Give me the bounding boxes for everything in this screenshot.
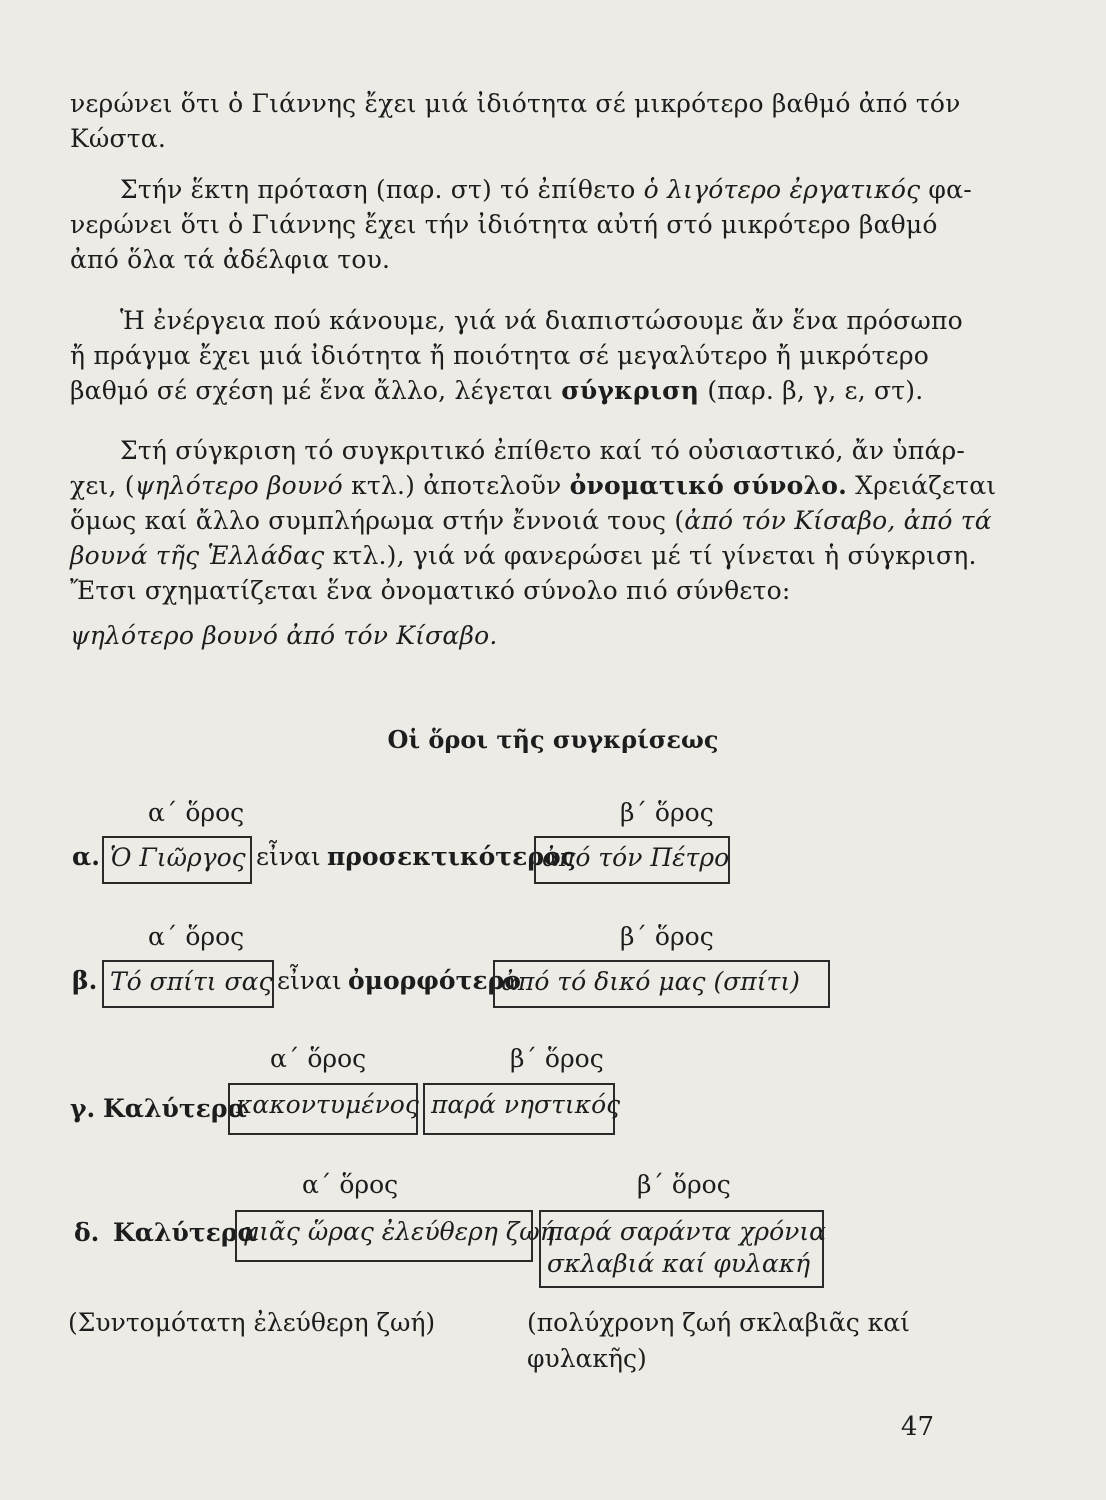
text-span: βαθμό σέ σχέση μέ ἕνα ἄλλο, λέγεται [70,376,562,405]
text-line: Στή σύγκριση τό συγκριτικό ἐπίθετο καί τό οὐσιαστικό, ἄν ὑπάρ- [120,436,966,465]
text-line: νερώνει ὅτι ὁ Γιάννης ἔχει τήν ἰδιότητα αὐτή στό μικρότερο βαθμό [70,210,938,239]
comparative-word: ὀμορφότερο [348,966,521,995]
second-term-box: ἀπό τόν Πέτρο [534,836,730,884]
paragraph-4 [70,433,997,653]
explanation-note: (Συντομότατη ἐλεύθερη ζωή) [68,1308,436,1337]
comparative-word: προσεκτικότερος [327,842,576,871]
term-label-second: β΄ ὅρος [637,1170,731,1199]
second-term-box: ἀπό τό δικό μας (σπίτι) [493,960,830,1008]
example-label-a: α. [72,842,100,871]
term-label-second: β΄ ὅρος [510,1044,604,1073]
text-line [70,172,972,207]
paragraph-2 [70,172,972,277]
text-line [70,373,940,408]
comparative-word: Καλύτερα [113,1218,257,1247]
text-span: χει, ( [70,471,135,500]
first-term-box: κακοντυμένος [228,1083,418,1135]
text-line [70,468,997,503]
text-span: (παρ. β, γ, ε, στ). [699,376,924,405]
explanation-note: φυλακῆς) [527,1344,647,1373]
term-label-first: α΄ ὅρος [148,798,245,827]
example-line [70,618,940,653]
first-term-box: Τό σπίτι σας [102,960,274,1008]
section-heading: Οἱ ὅροι τῆς συγκρίσεως [387,725,719,754]
example-label-d: δ. [74,1218,100,1247]
first-term-box: μιᾶς ὥρας ἐλεύθερη ζωή [235,1210,533,1262]
text-line: Κώστα. [70,124,166,153]
italic-phrase: ὁ λιγότερο ἐργατικός [643,175,921,204]
first-term-box: Ὁ Γιῶργος [102,836,252,884]
page-number: 47 [900,1412,934,1442]
text-line: νερώνει ὅτι ὁ Γιάννης ἔχει μιά ἰδιότητα σέ μικρότερο βαθμό ἀπό τόν [70,89,961,118]
text-span: κτλ.), γιά νά φανερώσει μέ τί γίνεται ἡ σύγκριση. [324,541,977,570]
text-span: Χρειάζεται [846,471,997,500]
example-label-b: β. [72,966,98,995]
text-line: ἀπό ὅλα τά ἀδέλφια του. [70,245,391,274]
text-line [70,538,977,573]
example-label-c: γ. [70,1094,96,1123]
text-line: Ἡ ἐνέργεια πού κάνουμε, γιά νά διαπιστώσουμε ἄν ἕνα πρόσωπο [120,306,963,335]
italic-phrase: ψηλότερο βουνό [134,471,343,500]
term-label-first: α΄ ὅρος [270,1044,367,1073]
text-line [70,503,992,538]
term-label-first: α΄ ὅρος [302,1170,399,1199]
text-line: ἤ πράγμα ἔχει μιά ἰδιότητα ἤ ποιότητα σέ μεγαλύτερο ἤ μικρότερο [70,341,929,370]
term-label-first: α΄ ὅρος [148,922,245,951]
text-line: Ἔτσι σχηματίζεται ἕνα ὀνοματικό σύνολο πιό σύνθετο: [70,576,791,605]
bold-term: σύγκριση [561,376,700,405]
second-term-box [539,1210,827,1288]
text-span: φα- [920,175,972,204]
term-label-second: β΄ ὅρος [620,798,714,827]
paragraph-3 [70,303,963,408]
italic-phrase: βουνά τῆς Ἑλλάδας [70,541,325,570]
text-span: ὅμως καί ἄλλο συμπλήρωμα στήν ἔννοιά τους ( [70,506,685,535]
verb-text: εἶναι [277,966,342,995]
paragraph-1 [70,86,961,156]
explanation-note: (πολύχρονη ζωή σκλαβιᾶς καί [527,1308,910,1337]
italic-phrase: ἀπό τόν Κίσαβο, ἀπό τά [684,506,992,535]
box-line: σκλαβιά καί φυλακή [547,1249,811,1278]
comparative-word: Καλύτερα [103,1094,247,1123]
bold-term: ὀνοματικό σύνολο. [569,471,847,500]
box-line: παρά σαράντα χρόνια [547,1217,827,1246]
second-term-box: παρά νηστικός [423,1083,615,1135]
text-span: Στήν ἕκτη πρόταση (παρ. στ) τό ἐπίθετο [120,175,644,204]
italic-example: ψηλότερο βουνό ἀπό τόν Κίσαβο. [70,621,498,650]
verb-text: εἶναι [256,842,321,871]
term-label-second: β΄ ὅρος [620,922,714,951]
text-span: κτλ.) ἀποτελοῦν [342,471,570,500]
